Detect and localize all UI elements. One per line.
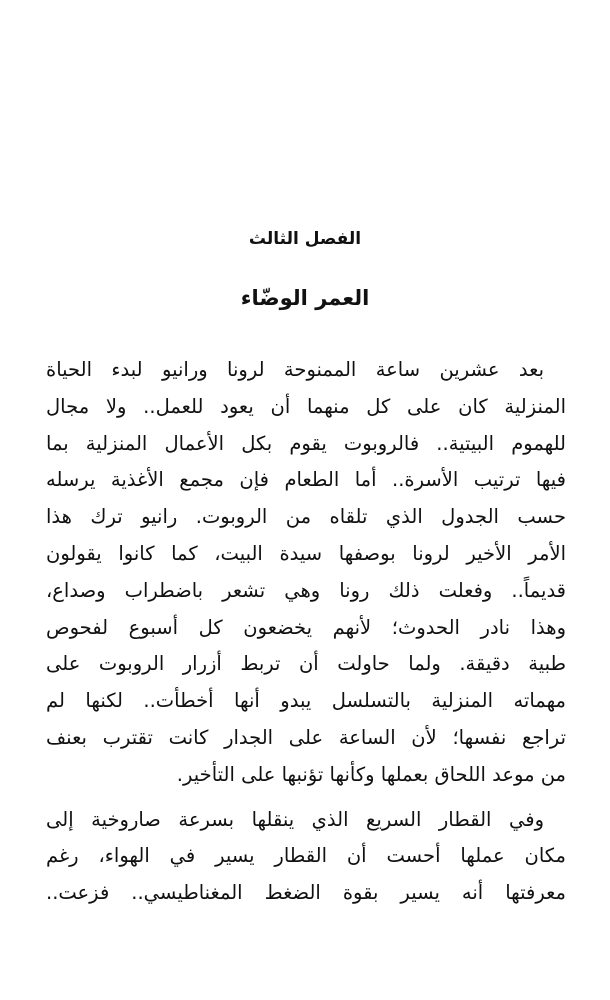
text-line: طبية دقيقة. ولما حاولت أن تربط أزرار الروبوت على	[46, 652, 566, 676]
text-line: للهموم البيتية.. فالروبوت يقوم بكل الأعمال المنزلية بما	[46, 431, 566, 455]
text-line: الأمر الأخير لرونا بوصفها سيدة البيت، كما كانوا يقولون	[46, 541, 566, 565]
text-line: وفي القطار السريع الذي ينقلها بسرعة صاروخية إلى	[46, 807, 544, 831]
text-line: المنزلية كان على كل منهما أن يعود للعمل.. ولا مجال	[46, 394, 566, 418]
chapter-title: العمر الوضّاء	[240, 286, 370, 310]
text-line: قديماً.. وفعلت ذلك رونا وهي تشعر باضطراب وصداع،	[46, 578, 566, 602]
text-line: وهذا نادر الحدوث؛ لأنهم يخضعون كل أسبوع لفحوص	[46, 615, 566, 639]
text-line: من موعد اللحاق بعملها وكأنها تؤنبها على التأخير.	[176, 762, 566, 786]
paragraph-2	[46, 802, 566, 912]
text-line: مهماته المنزلية بالتسلسل يبدو أنها أخطأت.. لكنها لم	[46, 689, 566, 713]
paragraph-1	[46, 352, 566, 794]
paragraph-gap	[46, 794, 566, 802]
text-line: فيها ترتيب الأسرة.. أما الطعام فإن مجمع الأغذية يرسله	[46, 468, 566, 492]
chapter-label: الفصل الثالث	[248, 229, 362, 249]
text-line: بعد عشرين ساعة الممنوحة لرونا ورانيو لبدء الحياة	[46, 358, 544, 381]
text-line: معرفتها أنه يسير بقوة الضغط المغناطيسي.. فزعت..	[46, 881, 566, 905]
text-line: مكان عملها أحست أن القطار يسير في الهواء، رغم	[46, 844, 566, 868]
text-line: تراجع نفسها؛ لأن الساعة على الجدار كانت تقترب بعنف	[46, 725, 566, 749]
body-text	[46, 352, 566, 912]
text-line: حسب الجدول الذي تلقاه من الروبوت. رانيو ترك هذا	[46, 505, 566, 529]
